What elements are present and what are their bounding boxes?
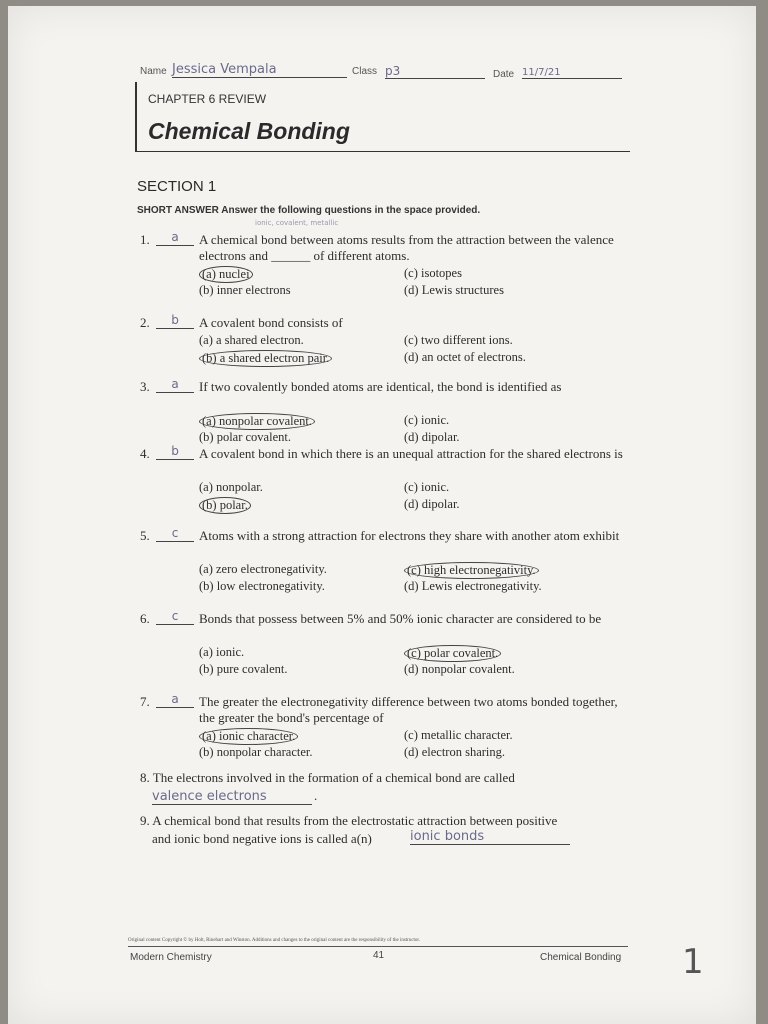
date-label: Date xyxy=(493,69,515,80)
question-9-line-1: 9. A chemical bond that results from the electrostatic attraction between positive xyxy=(140,813,558,828)
date-value: 11/7/21 xyxy=(522,67,622,79)
answer-blank[interactable]: a xyxy=(156,693,194,708)
question-number: 5. xyxy=(140,528,150,543)
option-c-selected[interactable]: (c) polar covalent. xyxy=(404,645,501,662)
question-number: 3. xyxy=(140,379,150,394)
question-8-answer: valence electrons xyxy=(152,789,312,805)
option-a[interactable]: (a) ionic. xyxy=(199,645,245,659)
option-a[interactable]: (a) a shared electron. xyxy=(199,333,304,347)
option-c[interactable]: (c) isotopes xyxy=(404,266,462,280)
option-b[interactable]: (b) low electronegativity. xyxy=(199,579,325,593)
option-b-selected[interactable]: (b) polar. xyxy=(199,497,251,514)
margin-note: ionic, covalent, metallic xyxy=(255,219,339,227)
question-text: A covalent bond consists of xyxy=(199,315,343,330)
section-heading: SECTION 1 xyxy=(137,178,217,195)
answer-blank[interactable]: c xyxy=(156,527,194,542)
answer-blank[interactable]: c xyxy=(156,610,194,625)
page-title: Chemical Bonding xyxy=(148,118,350,144)
question-9-line-2: and ionic bond negative ions is called a(n) xyxy=(152,831,372,846)
footer-left: Modern Chemistry xyxy=(130,952,212,963)
instructions: SHORT ANSWER Answer the following questions in the space provided. xyxy=(137,205,481,216)
option-d[interactable]: (d) Lewis electronegativity. xyxy=(404,579,542,593)
option-c[interactable]: (c) ionic. xyxy=(404,480,450,494)
option-d[interactable]: (d) nonpolar covalent. xyxy=(404,662,515,676)
question-text: Bonds that possess between 5% and 50% ionic character are considered to be xyxy=(199,611,602,626)
option-b[interactable]: (b) nonpolar character. xyxy=(199,745,313,759)
option-d[interactable]: (d) an octet of electrons. xyxy=(404,350,526,364)
question-8 xyxy=(140,770,620,786)
option-a-selected[interactable]: (a) ionic character. xyxy=(199,728,298,745)
footer-right: Chemical Bonding xyxy=(540,952,622,963)
question-text: Atoms with a strong attraction for electrons they share with another atom exhibit xyxy=(199,528,620,543)
question-8-period: . xyxy=(314,788,318,803)
footer-rule xyxy=(128,946,628,947)
option-c[interactable]: (c) two different ions. xyxy=(404,333,513,347)
question-number: 7. xyxy=(140,694,150,709)
chapter-bar xyxy=(135,82,137,152)
answer-blank[interactable]: b xyxy=(156,445,194,460)
answer-blank[interactable]: a xyxy=(156,378,194,393)
option-b[interactable]: (b) inner electrons xyxy=(199,283,291,297)
question-text: A covalent bond in which there is an unequal attraction for the shared electrons is xyxy=(199,446,623,461)
option-c-selected[interactable]: (c) high electronegativity. xyxy=(404,562,539,579)
option-d[interactable]: (d) dipolar. xyxy=(404,497,460,511)
question-8-text: 8. The electrons involved in the formation of a chemical bond are called xyxy=(140,770,515,785)
class-value: p3 xyxy=(385,64,485,79)
answer-blank[interactable]: a xyxy=(156,231,194,246)
question-number: 2. xyxy=(140,315,150,330)
handwritten-page-mark: 1 xyxy=(682,942,704,982)
class-label: Class xyxy=(352,66,378,77)
option-c[interactable]: (c) ionic. xyxy=(404,413,450,427)
option-a-selected[interactable]: (a) nuclei xyxy=(199,266,253,283)
chapter-label: CHAPTER 6 REVIEW xyxy=(148,92,267,106)
question-text: A chemical bond between atoms results from the attraction between the valence electrons and ______ of different atoms. xyxy=(199,232,614,263)
option-a-selected[interactable]: (a) nonpolar covalent. xyxy=(199,413,315,430)
option-c[interactable]: (c) metallic character. xyxy=(404,728,513,742)
answer-blank[interactable]: b xyxy=(156,314,194,329)
question-text: If two covalently bonded atoms are identical, the bond is identified as xyxy=(199,379,562,394)
option-d[interactable]: (d) Lewis structures xyxy=(404,283,504,297)
title-rule xyxy=(135,151,630,152)
option-a[interactable]: (a) zero electronegativity. xyxy=(199,562,327,576)
option-b[interactable]: (b) pure covalent. xyxy=(199,662,288,676)
question-number: 1. xyxy=(140,232,150,247)
option-d[interactable]: (d) dipolar. xyxy=(404,430,460,444)
option-a[interactable]: (a) nonpolar. xyxy=(199,480,263,494)
question-number: 4. xyxy=(140,446,150,461)
question-number: 6. xyxy=(140,611,150,626)
worksheet-page xyxy=(8,6,756,1024)
question-text: The greater the electronegativity difference between two atoms bonded together, the greater the bond's percentage of xyxy=(199,694,618,725)
copyright-notice: Original content Copyright © by Holt, Rinehart and Winston. Additions and changes to the original content are the responsibility of the instructor. xyxy=(128,938,421,943)
option-b-selected[interactable]: (b) a shared electron pair. xyxy=(199,350,332,367)
option-d[interactable]: (d) electron sharing. xyxy=(404,745,506,759)
option-b[interactable]: (b) polar covalent. xyxy=(199,430,291,444)
name-label: Name xyxy=(140,66,167,77)
name-value: Jessica Vempala xyxy=(172,62,347,78)
page-number: 41 xyxy=(373,950,385,961)
question-9-answer: ionic bonds xyxy=(410,829,570,845)
